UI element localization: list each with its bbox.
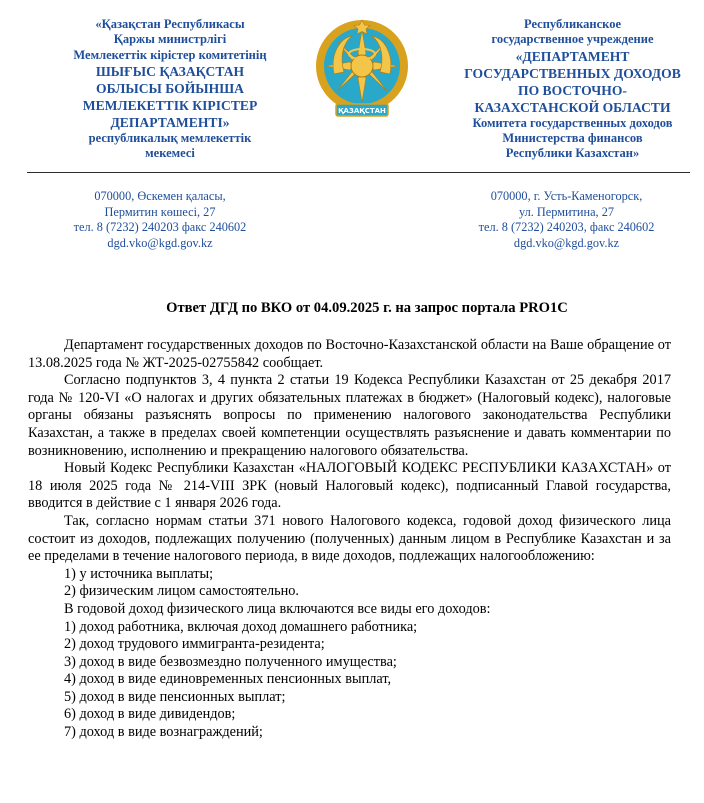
phone-line: тел. 8 (7232) 240203, факс 240602 [478, 220, 655, 234]
org-line: Республиканское [523, 17, 621, 31]
email-line: dgd.vko@kgd.gov.kz [513, 235, 620, 250]
list-item: 1) доход работника, включая доход домашнего работника; [64, 618, 418, 635]
paragraph: Согласно подпунктов 3, 4 пункта 2 статьи 19 Кодекса Республики Казахстан от 25 декабря 2017 года № 120-VI «О налогах и других обязательных платежах в бюджет» (Налоговый кодекс), налоговые органы обязаны разъяснять вопросы по применению налогового законодательства Республики Казахстан, а также в пределах своей компетенции осуществлять разъяснение и давать комментарии по возникновению, исполнению и прекращению налогового обязательства. [28, 372, 671, 459]
address-line: ул. Пермитина, 27 [519, 204, 614, 219]
org-line: республикалық мемлекеттік [88, 130, 252, 145]
list-item: 5) доход в виде пенсионных выплат; [64, 688, 286, 705]
org-line: Министерства финансов [502, 130, 643, 145]
list-item: 3) доход в виде безвозмездно полученного имущества; [64, 653, 397, 670]
letterhead [0, 0, 704, 175]
list-item: 1) у источника выплаты; [64, 565, 214, 582]
list-item: 7) доход в виде вознаграждений; [64, 724, 263, 741]
org-line: «ДЕПАРТАМЕНТ [515, 48, 630, 64]
paragraph: Так, согласно нормам статьи 371 нового Налогового кодекса, годовой доход физического лица состоит из доходов, подлежащих получению (полученных) данным лицом в Республике Казахстан и за ее пределами в течение налогового периода, в виде доходов, подлежащих налогообложению: [28, 512, 671, 565]
address-line: 070000, Өскемен қаласы, [94, 189, 226, 203]
org-line: КАЗАХСТАНСКОЙ ОБЛАСТИ [474, 99, 671, 115]
paragraph: Новый Кодекс Республики Казахстан «НАЛОГОВЫЙ КОДЕКС РЕСПУБЛИКИ КАЗАХСТАН» от 18 июля 2025 года № 214-VIII ЗРК (новый Налоговый кодекс), подписанный Главой государства, вводится в действие с 1 января 2026 года. [28, 460, 671, 512]
org-line: Республики Казахстан» [505, 146, 640, 161]
list-item: 2) доход трудового иммигранта-резидента; [64, 636, 325, 653]
address-line: Пермитин көшесі, 27 [104, 204, 216, 219]
list-item: 2) физическим лицом самостоятельно. [64, 583, 299, 600]
document-body [28, 337, 671, 742]
email-line: dgd.vko@kgd.gov.kz [107, 235, 213, 250]
org-line: Қаржы министрлігі [113, 32, 227, 47]
org-line: ШЫҒЫС ҚАЗАҚСТАН [95, 63, 245, 79]
org-name-kazakh [40, 17, 300, 161]
org-line: Комитета государственных доходов [472, 115, 673, 130]
org-line: ПО ВОСТОЧНО- [518, 82, 627, 98]
paragraph: Департамент государственных доходов по Восточно-Казахстанской области на Ваше обращение от 13.08.2025 года № ЖТ-2025-02755842 сообщает. [28, 337, 671, 371]
org-line: ДЕПАРТАМЕНТІ» [110, 114, 230, 130]
org-line: «Қазақстан Республикасы [95, 17, 245, 31]
org-line: ГОСУДАРСТВЕННЫХ ДОХОДОВ [464, 65, 681, 81]
list-item: 6) доход в виде дивидендов; [64, 706, 236, 723]
org-line: МЕМЛЕКЕТТІК КІРІСТЕР [82, 97, 258, 113]
header-divider [27, 172, 690, 173]
org-name-russian [440, 17, 704, 161]
org-line: мекемесі [145, 146, 195, 161]
document-title: Ответ ДГД по ВКО от 04.09.2025 г. на запрос портала PRO1C [166, 300, 568, 316]
address-russian [434, 189, 699, 251]
address-line: 070000, г. Усть-Каменогорск, [490, 189, 643, 203]
org-line: государственное учреждение [491, 32, 654, 47]
address-kazakh [30, 189, 290, 251]
emblem-label: ҚАЗАҚСТАН [338, 107, 386, 115]
org-line: Мемлекеттік кірістер комитетінің [73, 47, 267, 62]
org-line: ОБЛЫСЫ БОЙЫНША [96, 80, 244, 96]
state-emblem-icon [312, 14, 412, 124]
list-intro: В годовой доход физического лица включаются все виды его доходов: [64, 600, 491, 617]
list-item: 4) доход в виде единовременных пенсионных выплат, [64, 671, 392, 688]
phone-line: тел. 8 (7232) 240203 факс 240602 [73, 220, 247, 234]
